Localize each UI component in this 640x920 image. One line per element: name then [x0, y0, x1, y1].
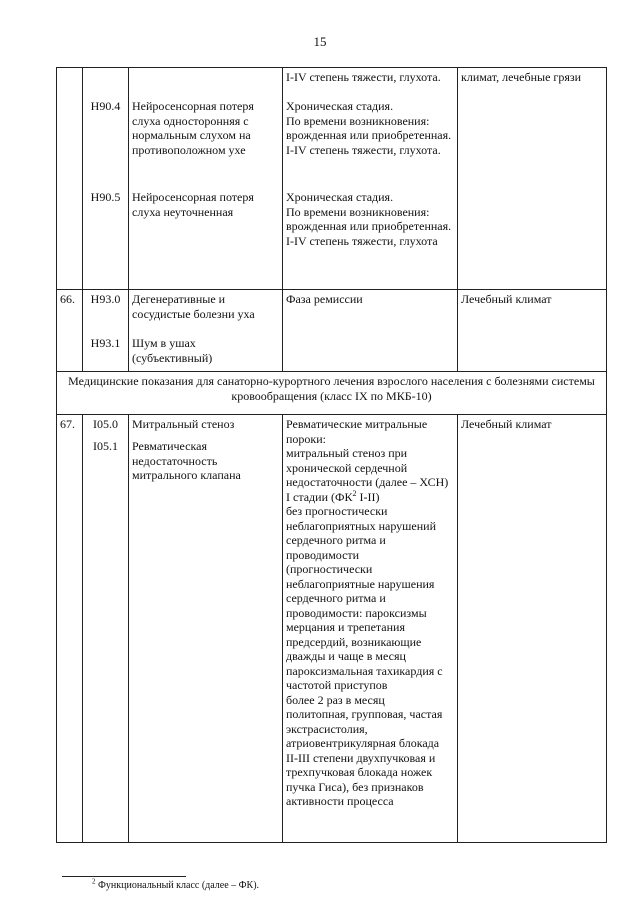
indication-cell: Фаза ремиссии: [283, 290, 458, 372]
indication-text: I-IV степень тяжести, глухота.: [286, 70, 441, 84]
disease-name: Митральный стеноз: [132, 417, 235, 431]
icd-code-cell: [83, 68, 129, 290]
indication-text: I-II) без прогностически неблагоприятных нарушений сердечного ритма и проводимости (прогностически неблагоприятные нарушения сердечного ритма и проводимости: пароксизмы мерцания и трепетания предсердий, возникающие дважды и чаще в месяц пароксизмальная тахикардия с частотой приступов более 2 раз в месяц политопная, групповая, частая экстрасистолия, атриовентрикулярная блокада II-III степени двухпучковая и трехпучковая блокада ножек пучка Гиса), без признаков активности процесса: [286, 489, 443, 808]
table-row: [57, 415, 607, 843]
indications-table: [56, 67, 607, 843]
indication-text: Хроническая стадия. По времени возникновения: врожденная или приобретенная. I-IV степень тяжести, глухота.: [286, 99, 452, 157]
page-number: 15: [313, 34, 327, 49]
table-row: [57, 290, 607, 372]
icd-code: H90.5: [90, 190, 121, 204]
footnote-marker: 2: [92, 877, 96, 886]
icd-code: H90.4: [90, 99, 121, 113]
disease-cell: [129, 415, 283, 843]
table-row: [57, 372, 607, 415]
footnote-text: Функциональный класс (далее – ФК).: [95, 880, 260, 891]
disease-name: Ревматическая недостаточность митрального клапана: [132, 439, 241, 482]
resort-cell: Лечебный климат: [458, 415, 607, 843]
footnote-ref: 2: [352, 488, 357, 498]
row-number: 66.: [57, 290, 83, 372]
icd-code-cell: [83, 415, 129, 843]
section-heading: Медицинские показания для санаторно-курортного лечения взрослого населения с болезнями системы кровообращения (класс IX по МКБ-10): [57, 372, 607, 415]
footnote-divider: [62, 876, 186, 877]
indication-text: Ревматические митральные пороки: митральный стеноз при хронической сердечной недостаточности (далее – ХСН) I стадии (ФК: [286, 417, 449, 504]
row-number: 67.: [57, 415, 83, 843]
indication-cell: [283, 68, 458, 290]
disease-cell: [129, 68, 283, 290]
disease-cell: [129, 290, 283, 372]
icd-code: H93.1: [90, 336, 121, 350]
icd-code: I05.1: [93, 439, 118, 453]
icd-code-cell: [83, 290, 129, 372]
icd-code: H93.0: [90, 292, 121, 306]
indication-text: Хроническая стадия. По времени возникновения: врожденная или приобретенная. I-IV степень тяжести, глухота: [286, 190, 452, 248]
indication-cell: [283, 415, 458, 843]
row-number-cell: [57, 68, 83, 290]
disease-name: Дегенеративные и сосудистые болезни уха: [132, 292, 255, 321]
icd-code: I05.0: [93, 417, 118, 431]
resort-cell: климат, лечебные грязи: [458, 68, 607, 290]
disease-name: Нейросенсорная потеря слуха односторонняя с нормальным слухом на противоположном ухе: [132, 99, 254, 157]
disease-name: Нейросенсорная потеря слуха неуточненная: [132, 190, 254, 219]
resort-cell: Лечебный климат: [458, 290, 607, 372]
table-row: [57, 68, 607, 290]
footnote: [92, 877, 260, 891]
disease-name: Шум в ушах (субъективный): [132, 336, 213, 365]
